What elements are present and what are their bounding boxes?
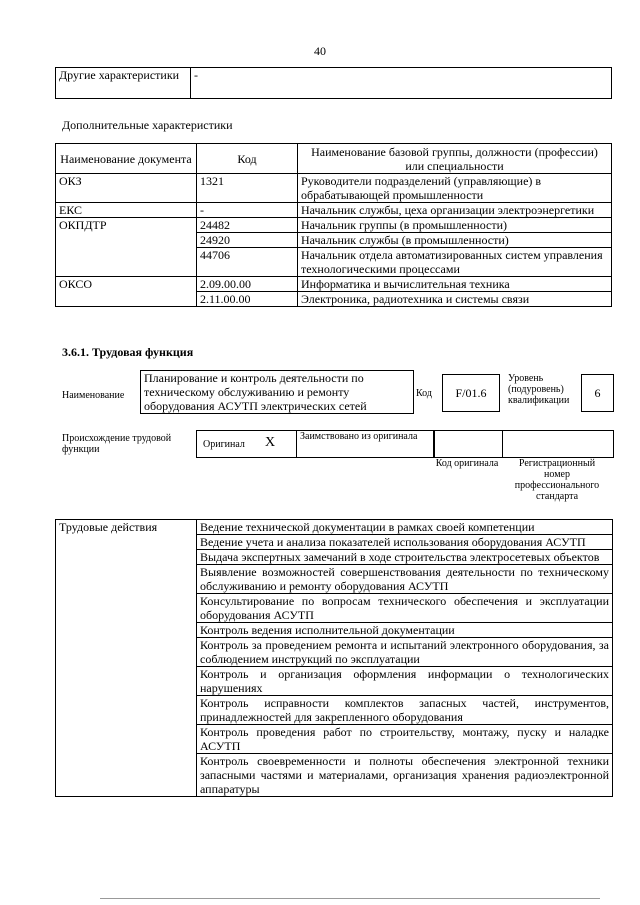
labor-action: Контроль проведения работ по строительству, монтажу, пуску и наладке АСУТП	[197, 725, 613, 754]
code-cell: 1321	[197, 174, 298, 203]
code-cell: 24920	[197, 233, 298, 248]
doc-cell: ЕКС	[56, 203, 197, 218]
name-cell: Начальник службы (в промышленности)	[298, 233, 612, 248]
origin-borrowed-label: Заимствовано из оригинала	[296, 430, 435, 458]
name-label: Наименование	[62, 390, 125, 401]
code-cell: 2.09.00.00	[197, 277, 298, 292]
labor-action: Ведение технической документации в рамках своей компетенции	[197, 520, 613, 535]
table-row	[56, 218, 612, 233]
labor-action: Контроль ведения исполнительной документации	[197, 623, 613, 638]
code-cell: 44706	[197, 248, 298, 277]
table-row	[56, 203, 612, 218]
name-cell: Информатика и вычислительная техника	[298, 277, 612, 292]
code-label: Код	[416, 388, 432, 399]
code-cell: 24482	[197, 218, 298, 233]
origin-original-box	[196, 430, 297, 458]
doc-cell: ОКСО	[56, 277, 197, 307]
section-title: 3.6.1. Трудовая функция	[62, 345, 194, 359]
labor-action: Контроль исправности комплектов запасных частей, инструментов, принадлежностей для закрепленного оборудования	[197, 696, 613, 725]
name-cell: Начальник службы, цеха организации электроэнергетики	[298, 203, 612, 218]
function-level: 6	[581, 374, 614, 412]
header-group-name: Наименование базовой группы, должности (профессии) или специальности	[298, 144, 612, 174]
labor-actions-label: Трудовые действия	[56, 520, 197, 797]
name-cell: Начальник отдела автоматизированных систем управления технологическими процессами	[298, 248, 612, 277]
name-cell: Руководители подразделений (управляющие) в обрабатывающей промышленности	[298, 174, 612, 203]
original-label: Оригинал	[203, 439, 245, 450]
page-number: 40	[314, 44, 326, 58]
header-document: Наименование документа	[56, 144, 197, 174]
code-cell: -	[197, 203, 298, 218]
labor-action: Выдача экспертных замечаний в ходе строительства электросетевых объектов	[197, 550, 613, 565]
labor-action: Контроль за проведением ремонта и испытаний электронного оборудования, за соблюдением инструкций по эксплуатации	[197, 638, 613, 667]
labor-action: Ведение учета и анализа показателей использования оборудования АСУТП	[197, 535, 613, 550]
page-bottom-divider	[100, 898, 600, 899]
name-cell: Электроника, радиотехника и системы связи	[298, 292, 612, 307]
level-label: Уровень (подуровень) квалификации	[508, 373, 570, 406]
other-characteristics-value: -	[191, 68, 612, 99]
labor-action: Консультирование по вопросам технического обеспечения и эксплуатации оборудования АСУТП	[197, 594, 613, 623]
table-row	[56, 277, 612, 292]
original-mark: X	[265, 435, 276, 450]
table-row	[56, 174, 612, 203]
origin-label: Происхождение трудовой функции	[62, 433, 172, 455]
code-original-label: Код оригинала	[435, 458, 499, 469]
additional-characteristics-title: Дополнительные характеристики	[62, 118, 233, 132]
labor-actions-table	[55, 519, 613, 797]
code-original-box	[433, 430, 503, 458]
reg-number-box	[502, 430, 614, 458]
other-characteristics-label: Другие характеристики	[56, 68, 191, 99]
code-cell: 2.11.00.00	[197, 292, 298, 307]
labor-action: Контроль и организация оформления информации о технологических нарушениях	[197, 667, 613, 696]
function-code: F/01.6	[442, 374, 500, 412]
header-code: Код	[197, 144, 298, 174]
name-cell: Начальник группы (в промышленности)	[298, 218, 612, 233]
reg-number-label: Регистрационный номер профессионального стандарта	[514, 458, 600, 502]
additional-characteristics-table	[55, 143, 612, 307]
doc-cell: ОКЗ	[56, 174, 197, 203]
labor-action: Контроль своевременности и полноты обеспечения электронной техники запасными частями и материалами, организация хранения радиоэлектронной аппаратуры	[197, 754, 613, 797]
doc-cell: ОКПДТР	[56, 218, 197, 277]
labor-action: Выявление возможностей совершенствования деятельности по техническому обслуживанию и ремонту оборудования АСУТП	[197, 565, 613, 594]
function-name: Планирование и контроль деятельности по техническому обслуживанию и ремонту оборудования АСУТП электрических сетей	[140, 370, 414, 414]
other-characteristics-table	[55, 67, 612, 99]
table-row	[56, 520, 613, 535]
